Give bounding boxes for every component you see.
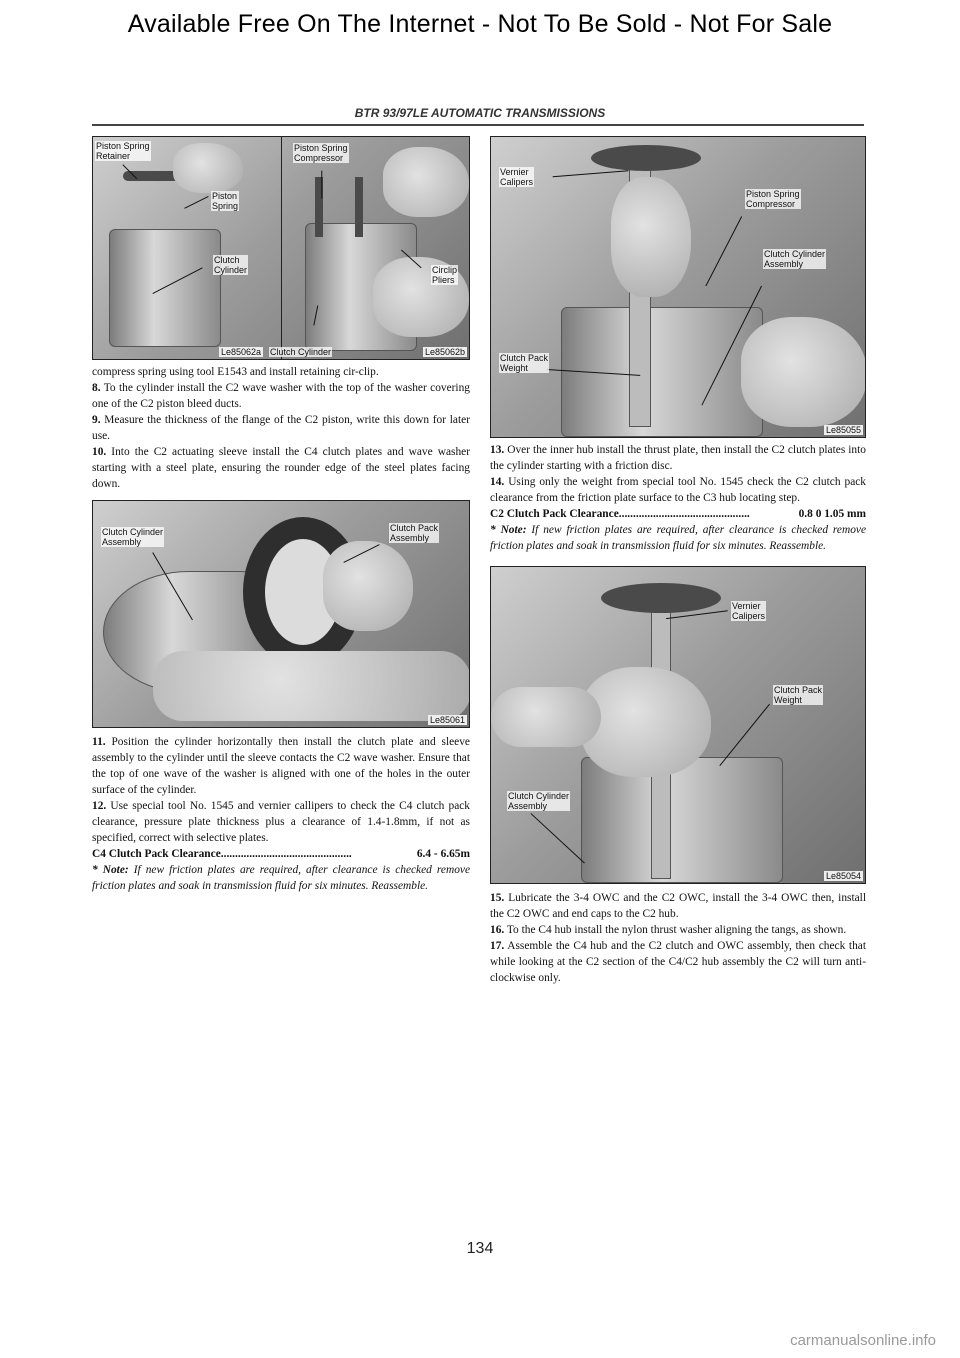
- step-number: 12.: [92, 800, 107, 812]
- step-number: 16.: [490, 924, 505, 936]
- step-15: [490, 890, 866, 922]
- figure-c2-weight-check: [490, 566, 866, 884]
- spec-value: 0.8 0 1.05 mm: [798, 508, 866, 520]
- step-number: 9.: [92, 414, 101, 426]
- callout-leaders: [491, 137, 865, 437]
- figure-c2-clearance-check: [490, 136, 866, 438]
- step-text: Measure the thickness of the flange of the C2 piston, write this down for later use.: [92, 414, 470, 442]
- distribution-banner: Available Free On The Internet - Not To Be Sold - Not For Sale: [127, 10, 833, 38]
- step-8: [92, 380, 470, 412]
- figure-id: Le85054: [825, 871, 861, 881]
- step-text: To the C4 hub install the nylon thrust washer aligning the tangs, as shown.: [504, 924, 847, 936]
- callout-clutch-cylinder: Clutch Cylinder: [214, 255, 248, 275]
- step-text: To the cylinder install the C2 wave washer with the top of the washer covering one of the C2 piston bleed ducts.: [92, 382, 470, 410]
- callout-leaders: [93, 137, 469, 359]
- left-column: [92, 136, 470, 894]
- spec-label: C4 Clutch Pack Clearance: [92, 848, 221, 860]
- header-rule: [92, 124, 864, 126]
- step-number: 13.: [490, 444, 505, 456]
- callout-clutch-pack-weight: Clutch Pack Weight: [500, 353, 549, 373]
- callout-vernier-calipers: Vernier Calipers: [732, 601, 766, 621]
- step-10: [92, 444, 470, 492]
- callout-clutch-cylinder-assembly: Clutch Cylinder Assembly: [102, 527, 164, 547]
- callout-clutch-pack-weight: Clutch Pack Weight: [774, 685, 823, 705]
- callout-piston-spring-retainer: Piston Spring Retainer: [96, 141, 150, 161]
- step-text: Into the C2 actuating sleeve install the C4 clutch plates and wave washer starting with a steel plate, ensuring the rounder edge of the steel plates facing down.: [92, 446, 470, 490]
- note-lead: * Note:: [490, 524, 527, 536]
- step-text: Position the cylinder horizontally then install the clutch plate and sleeve assembly to the cylinder until the sleeve contacts the C2 wave washer. Ensure that the top of one wave of the washer is aligned with one of the holes in the outer surface of the cylinder.: [92, 736, 470, 796]
- step-text: Over the inner hub install the thrust plate, then install the C2 clutch plates into the cylinder starting with a friction disc.: [490, 444, 866, 472]
- step-text: Lubricate the 3-4 OWC and the C2 OWC, install the 3-4 OWC then, install the C2 OWC and end caps to the C2 hub.: [490, 892, 866, 920]
- right-column: [490, 136, 866, 986]
- step-number: 15.: [490, 892, 505, 904]
- note-text: If new friction plates are required, after clearance is checked remove friction plates and soak in transmission fluid for six minutes. Reassemble.: [490, 524, 866, 552]
- step-9: [92, 412, 470, 444]
- callout-piston-spring-compressor: Piston Spring Compressor: [294, 143, 348, 163]
- step-text: Assemble the C4 hub and the C2 clutch and OWC assembly, then check that while looking at the C2 section of the C4/C2 hub assembly the C2 will turn anti-clockwise only.: [490, 940, 866, 984]
- page-number: 134: [466, 1240, 494, 1257]
- note-friction-plates: [92, 862, 470, 894]
- step-text: Using only the weight from special tool No. 1545 check the C2 clutch pack clearance from the friction plate surface to the C3 hub locating step.: [490, 476, 866, 504]
- spec-leader-dots: ..............................................: [618, 508, 750, 520]
- site-watermark: carmanualsonline.info: [790, 1332, 936, 1349]
- step-number: 17.: [490, 940, 505, 952]
- figure-id: Le85055: [825, 425, 861, 435]
- callout-vernier-calipers: Vernier Calipers: [500, 167, 534, 187]
- step-number: 14.: [490, 476, 505, 488]
- running-head: BTR 93/97LE AUTOMATIC TRANSMISSIONS: [354, 106, 606, 120]
- step-13: [490, 442, 866, 474]
- callout-circlip-pliers: Circlip Pliers: [432, 265, 458, 285]
- callout-leaders: [491, 567, 865, 883]
- figure-piston-spring: [92, 136, 470, 360]
- callout-clutch-cylinder-b: Clutch Cylinder: [270, 347, 332, 357]
- step-12: [92, 798, 470, 846]
- figure-id: Le85061: [429, 715, 465, 725]
- spec-c2-clutch-pack-clearance: [490, 506, 866, 522]
- step-number: 10.: [92, 446, 107, 458]
- step-17: [490, 938, 866, 986]
- step-7-continued: compress spring using tool E1543 and install retaining cir-clip.: [92, 366, 379, 378]
- step-number: 8.: [92, 382, 101, 394]
- figure-id-a: Le85062a: [221, 347, 262, 357]
- figure-id-b: Le85062b: [424, 347, 465, 357]
- figure-clutch-pack-assembly: [92, 500, 470, 728]
- callout-clutch-cylinder-assembly: Clutch Cylinder Assembly: [508, 791, 570, 811]
- note-lead: * Note:: [92, 864, 129, 876]
- note-text: If new friction plates are required, after clearance is checked remove friction plates and soak in transmission fluid for six minutes. Reassemble.: [92, 864, 471, 892]
- step-number: 11.: [92, 736, 106, 748]
- callout-clutch-pack-assembly: Clutch Pack Assembly: [390, 523, 439, 543]
- step-14: [490, 474, 866, 506]
- step-16: [490, 922, 866, 938]
- spec-value: 6.4 - 6.65m: [416, 848, 470, 860]
- callout-piston-spring: Piston Spring: [212, 191, 239, 211]
- note-friction-plates: [490, 522, 866, 554]
- callout-clutch-cylinder-assembly: Clutch Cylinder Assembly: [764, 249, 826, 269]
- step-11: [92, 734, 470, 798]
- spec-label: C2 Clutch Pack Clearance: [490, 508, 619, 520]
- spec-leader-dots: ..............................................: [220, 848, 352, 860]
- spec-c4-clutch-pack-clearance: [92, 846, 470, 862]
- step-text: Use special tool No. 1545 and vernier callipers to check the C4 clutch pack clearance, pressure plate thickness plus a clearance of 1.4-1.8mm, if not as specified, correct with selective plates.: [92, 800, 470, 844]
- callout-piston-spring-compressor: Piston Spring Compressor: [746, 189, 800, 209]
